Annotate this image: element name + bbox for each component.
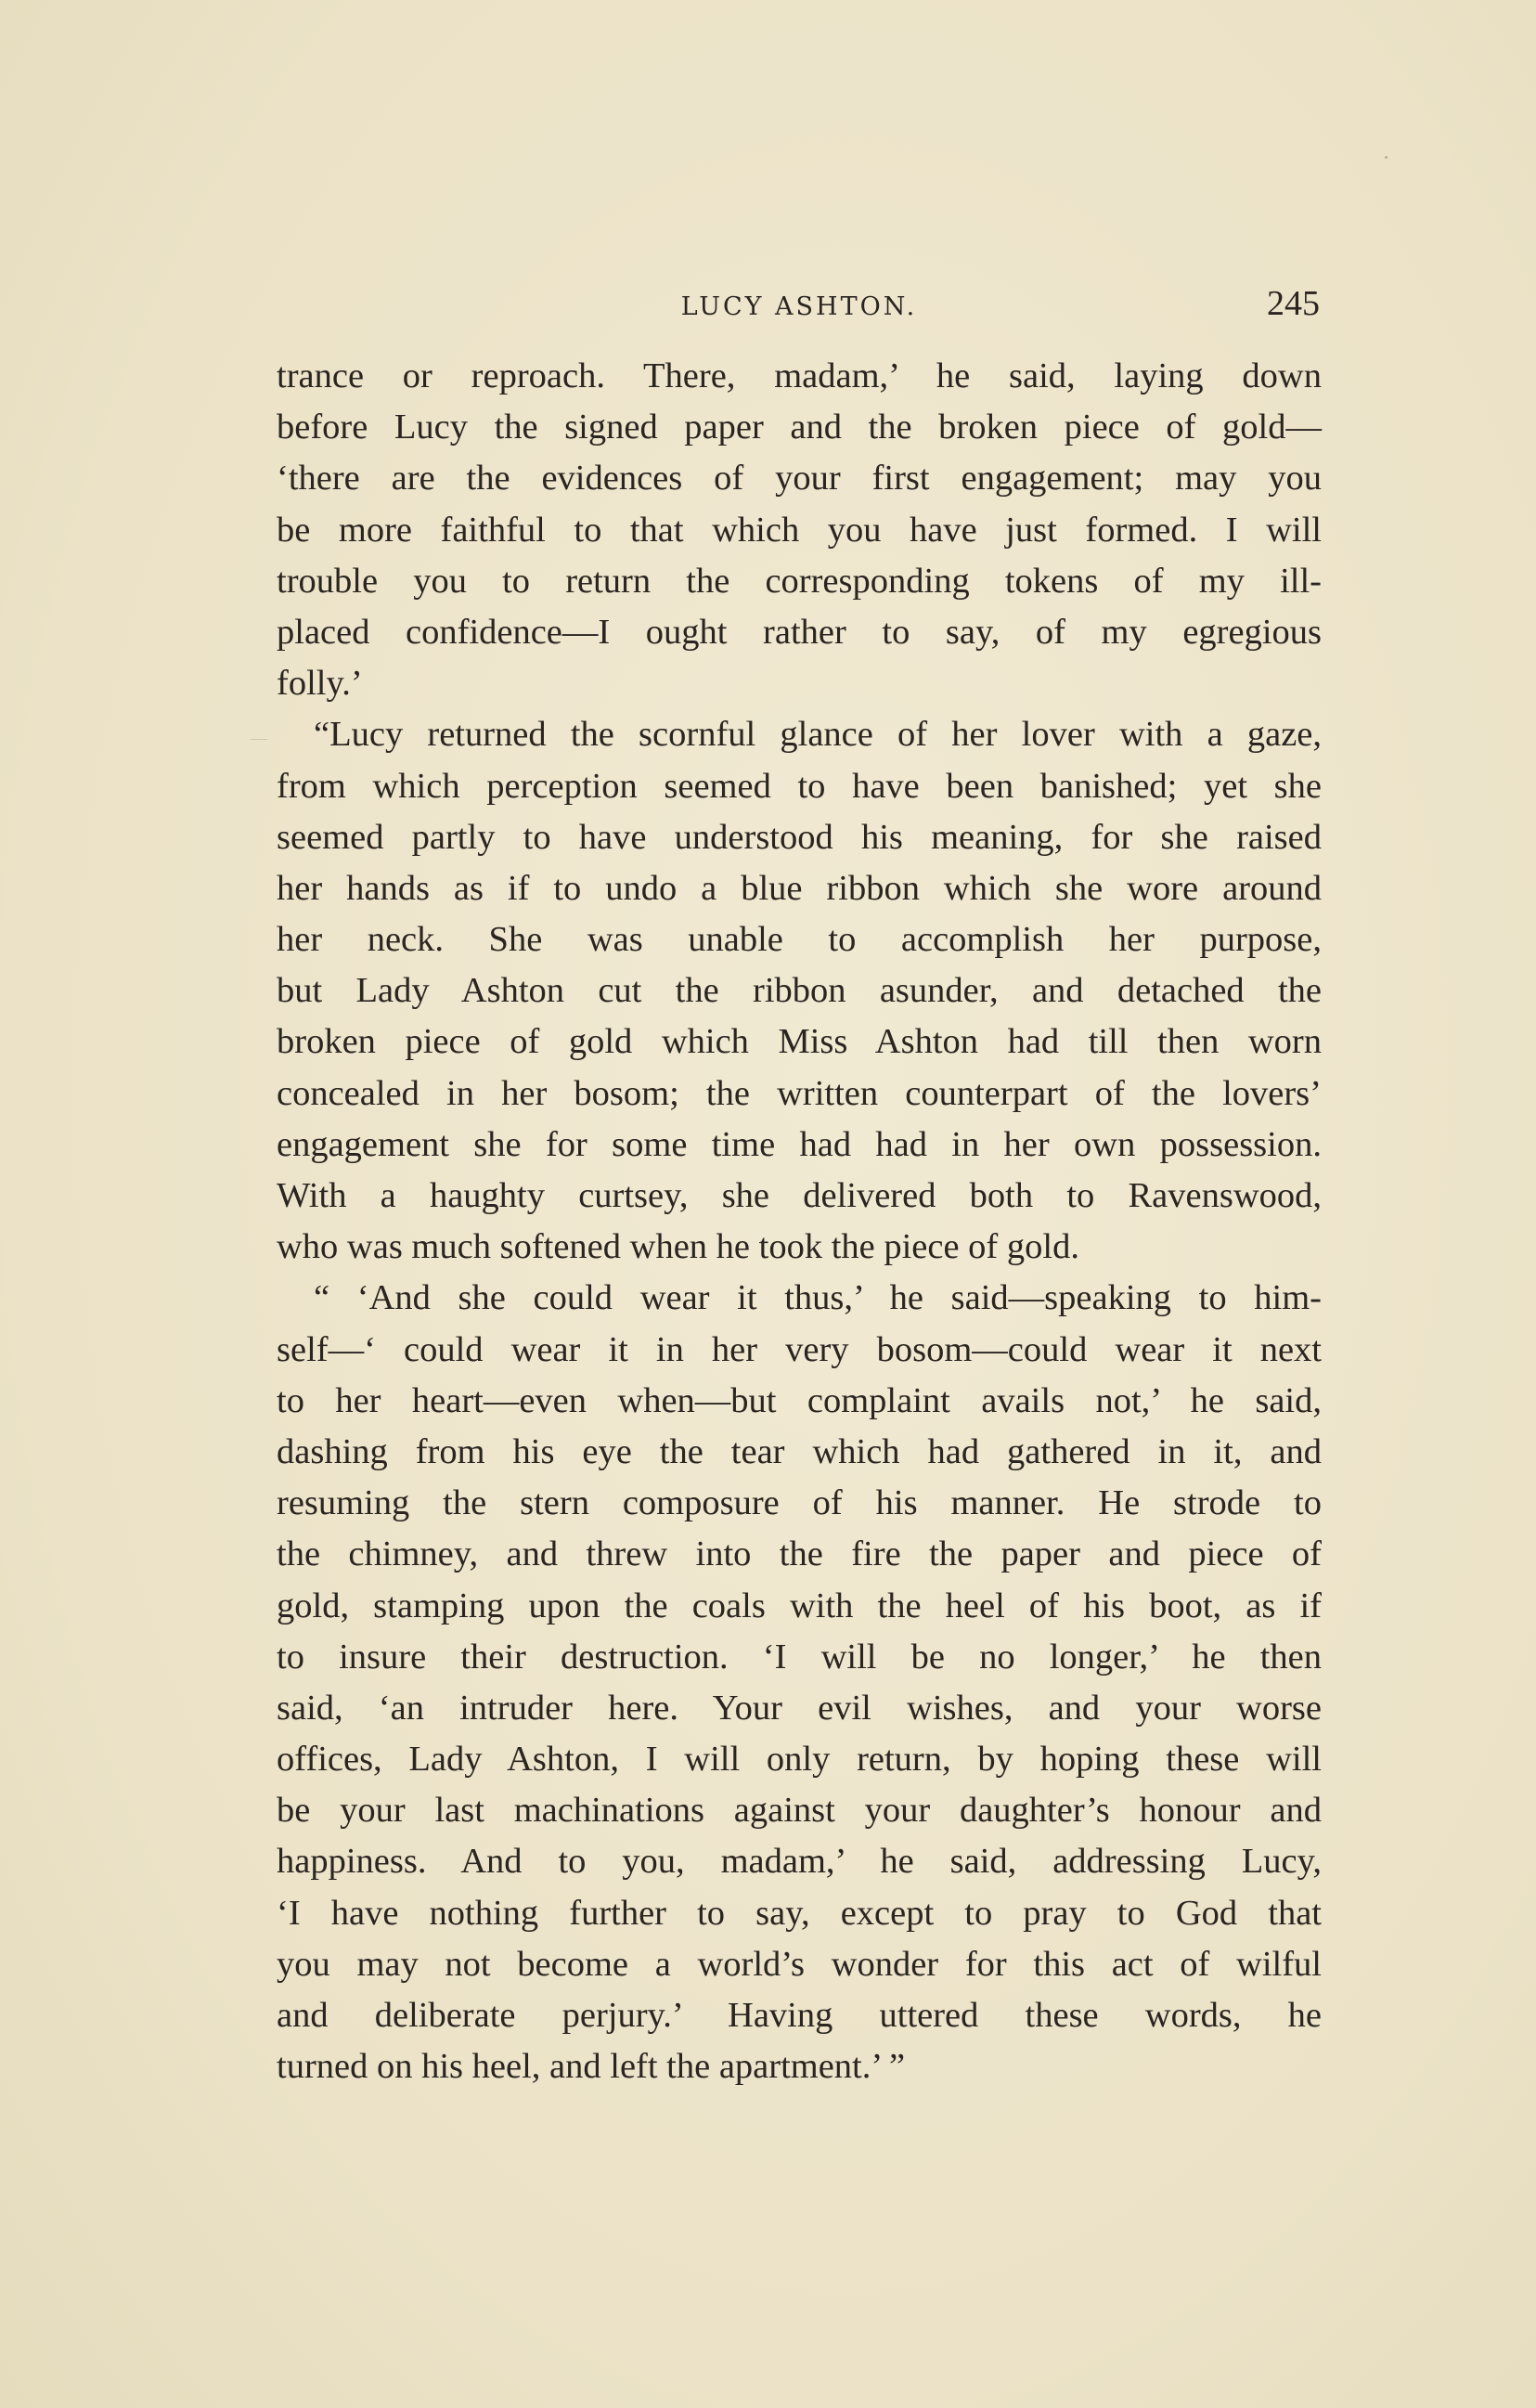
- margin-mark: [251, 739, 267, 740]
- text-line: from which perception seemed to have been banished; yet she: [277, 766, 1322, 806]
- text-line: said, ‘an intruder here. Your evil wishes, and your worse: [277, 1688, 1322, 1728]
- text-line: before Lucy the signed paper and the broken piece of gold—: [277, 408, 1322, 447]
- text-line: her hands as if to undo a blue ribbon which she wore around: [277, 868, 1322, 908]
- text-line: to her heart—even when—but complaint avails not,’ he said,: [277, 1380, 1322, 1420]
- text-line: self—‘ could wear it in her very bosom—could wear it next: [277, 1329, 1322, 1369]
- text-line: ‘I have nothing further to say, except to pray to God that: [277, 1893, 1322, 1933]
- text-line: her neck. She was unable to accomplish her purpose,: [277, 920, 1322, 960]
- text-line: turned on his heel, and left the apartment.’ ”: [277, 2047, 906, 2087]
- text-line: folly.’: [277, 664, 363, 704]
- text-line: “Lucy returned the scornful glance of her lover with a gaze,: [314, 715, 1322, 755]
- text-line: engagement she for some time had had in her own possession.: [277, 1124, 1322, 1164]
- text-line: you may not become a world’s wonder for this act of wilful: [277, 1944, 1322, 1984]
- text-line: to insure their destruction. ‘I will be no longer,’ he then: [277, 1637, 1322, 1677]
- text-line: who was much softened when he took the piece of gold.: [277, 1227, 1079, 1267]
- text-line: trance or reproach. There, madam,’ he said, laying down: [277, 356, 1322, 395]
- text-line: be your last machinations against your daughter’s honour and: [277, 1791, 1322, 1831]
- page-number: 245: [1267, 284, 1320, 323]
- text-line: but Lady Ashton cut the ribbon asunder, and detached the: [277, 971, 1322, 1011]
- running-title: LUCY ASHTON.: [680, 292, 918, 321]
- text-line: offices, Lady Ashton, I will only return, by hoping these will: [277, 1740, 1322, 1780]
- text-line: the chimney, and threw into the fire the paper and piece of: [277, 1534, 1322, 1574]
- text-line: dashing from his eye the tear which had gathered in it, and: [277, 1431, 1322, 1471]
- text-line: resuming the stern composure of his manner. He strode to: [277, 1483, 1322, 1523]
- text-line: ‘there are the evidences of your first engagement; may you: [277, 459, 1322, 498]
- text-line: seemed partly to have understood his meaning, for she raised: [277, 817, 1322, 857]
- text-line: and deliberate perjury.’ Having uttered these words, he: [277, 1996, 1322, 2035]
- text-line: be more faithful to that which you have just formed. I will: [277, 510, 1322, 550]
- text-line: concealed in her bosom; the written counterpart of the lovers’: [277, 1073, 1322, 1113]
- text-line: happiness. And to you, madam,’ he said, addressing Lucy,: [277, 1842, 1322, 1882]
- text-line: With a haughty curtsey, she delivered both to Ravenswood,: [277, 1176, 1322, 1215]
- running-header: [278, 283, 1320, 339]
- text-line: “ ‘And she could wear it thus,’ he said—speaking to him-: [314, 1278, 1322, 1318]
- body-text: [277, 351, 1322, 2092]
- pencil-mark: [1385, 156, 1388, 159]
- text-line: placed confidence—I ought rather to say, of my egregious: [277, 612, 1322, 652]
- text-line: gold, stamping upon the coals with the heel of his boot, as if: [277, 1586, 1322, 1625]
- text-line: trouble you to return the corresponding tokens of my ill-: [277, 561, 1322, 601]
- text-line: broken piece of gold which Miss Ashton had till then worn: [277, 1022, 1322, 1062]
